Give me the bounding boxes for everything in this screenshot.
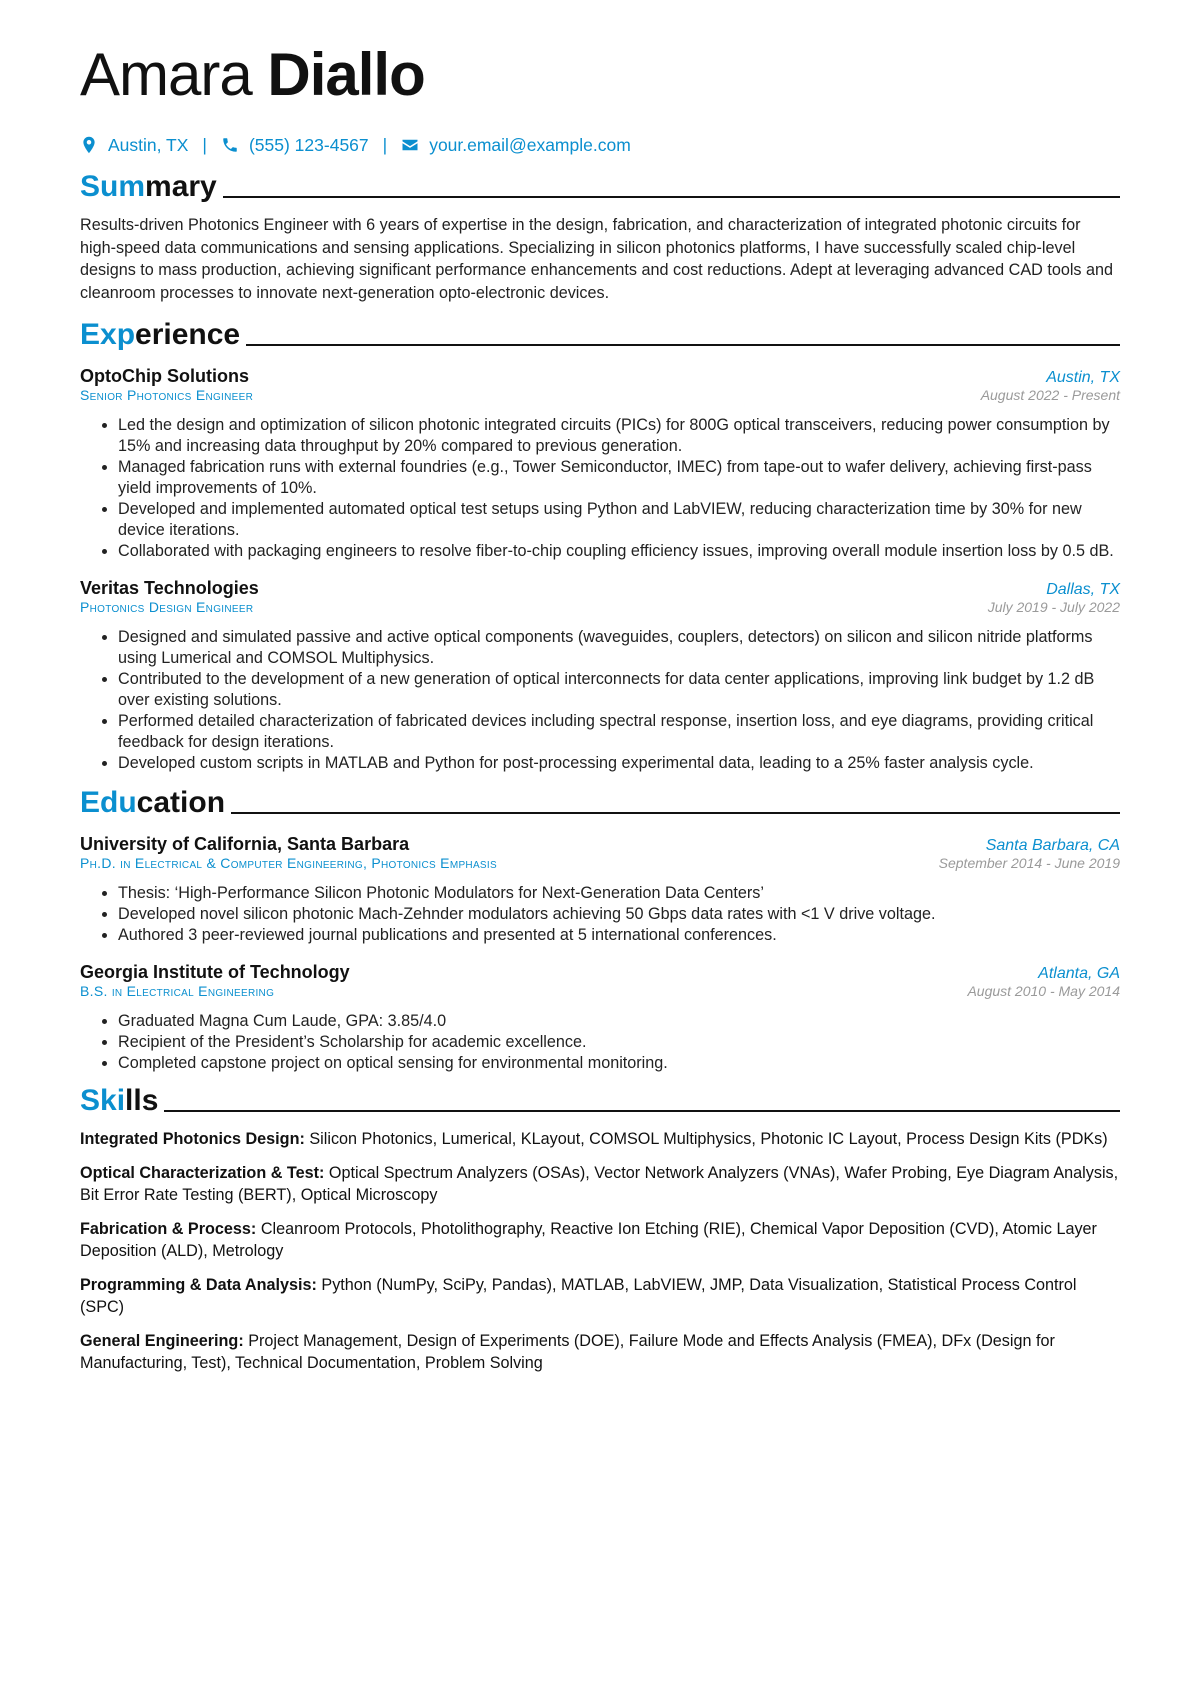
bullet-item: • Recipient of the President’s Scholarship for academic excellence. bbox=[118, 1032, 1120, 1053]
bullet-list bbox=[80, 415, 1120, 562]
entry-header bbox=[80, 962, 1120, 983]
skill-category: General Engineering: bbox=[80, 1331, 244, 1350]
section-divider bbox=[231, 812, 1120, 814]
section-title-rest: erience bbox=[135, 318, 241, 351]
resume-page bbox=[80, 40, 1120, 1386]
skills-list bbox=[80, 1128, 1120, 1375]
summary-paragraph: Results-driven Photonics Engineer with 6 years of expertise in the design, fabrication, and characterization of integrated photonic circuits for high-speed data communications and sensing applications. Specializing in silicon photonics platforms, I have successfully scaled chip-level designs to mass production, achieving significant performance enhancements and cost reductions. Adept at leveraging advanced CAD tools and cleanroom processes to innovate next-generation opto-electronic devices. bbox=[80, 216, 1114, 302]
section-heading-skills bbox=[80, 1082, 1120, 1118]
skill-items: Project Management, Design of Experiments (DOE), Failure Mode and Effects Analysis (FMEA), DFx (Design for Manufacturing, Test), Technical Documentation, Problem Solving bbox=[80, 1331, 1055, 1372]
entry-location: Dallas, TX bbox=[1046, 581, 1120, 598]
section-title-rest: lls bbox=[125, 1084, 159, 1117]
bullet-item: • Contributed to the development of a new generation of optical interconnects for data center applications, improving link budget by 1.2 dB over existing solutions. bbox=[118, 669, 1120, 711]
entry-header bbox=[80, 578, 1120, 599]
bullet-item: • Performed detailed characterization of fabricated devices including spectral response, insertion loss, and eye diagrams, providing critical feedback for design iterations. bbox=[118, 711, 1120, 753]
section-title bbox=[80, 170, 217, 204]
job-title: Photonics Design Engineer bbox=[80, 599, 254, 615]
skill-items: Cleanroom Protocols, Photolithography, Reactive Ion Etching (RIE), Chemical Vapor Deposition (CVD), Atomic Layer Deposition (ALD), Metrology bbox=[80, 1219, 1097, 1260]
entry-subheader bbox=[80, 983, 1120, 999]
contact-phone[interactable] bbox=[221, 135, 369, 156]
section-title-accent: Edu bbox=[80, 786, 137, 819]
education-entry bbox=[80, 834, 1120, 946]
education-entry bbox=[80, 962, 1120, 1074]
map-pin-icon bbox=[80, 136, 98, 154]
skill-items: Python (NumPy, SciPy, Pandas), MATLAB, LabVIEW, JMP, Data Visualization, Statistical Process Control (SPC) bbox=[80, 1275, 1077, 1316]
institution-name: Georgia Institute of Technology bbox=[80, 962, 350, 982]
entry-location: Santa Barbara, CA bbox=[985, 837, 1120, 854]
degree-title: Ph.D. in Electrical & Computer Engineering, Photonics Emphasis bbox=[80, 855, 497, 871]
section-heading-education bbox=[80, 784, 1120, 820]
entry-location: Atlanta, GA bbox=[1038, 965, 1120, 982]
bullet-item: • Led the design and optimization of silicon photonic integrated circuits (PICs) for 800G optical transceivers, reducing power consumption by 15% and increasing data throughput by 20% compared to previous generation. bbox=[118, 415, 1120, 457]
skill-group bbox=[80, 1128, 1120, 1151]
skill-group bbox=[80, 1162, 1120, 1207]
section-divider bbox=[246, 344, 1120, 346]
section-title-accent: Sum bbox=[80, 170, 146, 203]
experience-entry bbox=[80, 578, 1120, 774]
last-name: Diallo bbox=[267, 41, 425, 108]
location-text: Austin, TX bbox=[108, 134, 189, 155]
email-link[interactable]: your.email@example.com bbox=[429, 134, 631, 155]
section-title-rest: cation bbox=[136, 786, 226, 819]
degree-title: B.S. in Electrical Engineering bbox=[80, 983, 275, 999]
section-heading-experience bbox=[80, 316, 1120, 352]
skill-category: Fabrication & Process: bbox=[80, 1219, 257, 1238]
entry-subheader bbox=[80, 387, 1120, 403]
section-title bbox=[80, 786, 225, 820]
section-title-rest: mary bbox=[145, 170, 217, 203]
bullet-item: • Thesis: ‘High-Performance Silicon Photonic Modulators for Next-Generation Data Centers’ bbox=[118, 883, 1120, 904]
entry-dates: July 2019 - July 2022 bbox=[987, 599, 1120, 615]
section-heading-summary bbox=[80, 168, 1120, 204]
bullet-item: • Authored 3 peer-reviewed journal publications and presented at 5 international conferences. bbox=[118, 925, 1120, 946]
bullet-list bbox=[80, 1011, 1120, 1074]
phone-icon bbox=[221, 136, 239, 154]
section-title-accent: Exp bbox=[80, 318, 136, 351]
institution-name: University of California, Santa Barbara bbox=[80, 834, 410, 854]
bullet-item: • Graduated Magna Cum Laude, GPA: 3.85/4.0 bbox=[118, 1011, 1120, 1032]
contact-location bbox=[80, 135, 188, 156]
contact-bar bbox=[80, 130, 1120, 160]
section-divider bbox=[164, 1110, 1120, 1112]
contact-separator: | bbox=[382, 134, 388, 155]
contact-separator: | bbox=[202, 134, 207, 155]
section-title bbox=[80, 318, 240, 352]
phone-text[interactable]: (555) 123-4567 bbox=[248, 134, 369, 155]
skill-items: Silicon Photonics, Lumerical, KLayout, COMSOL Multiphysics, Photonic IC Layout, Process Design Kits (PDKs) bbox=[309, 1130, 1108, 1148]
skill-category: Optical Characterization & Test: bbox=[80, 1163, 325, 1182]
entry-subheader bbox=[80, 855, 1120, 871]
entry-header bbox=[80, 834, 1120, 855]
employer-name: Veritas Technologies bbox=[80, 578, 259, 598]
entry-header bbox=[80, 366, 1120, 387]
skill-items: Optical Spectrum Analyzers (OSAs), Vector Network Analyzers (VNAs), Wafer Probing, Eye Diagram Analysis, Bit Error Rate Testing (BERT), Optical Microscopy bbox=[80, 1163, 1119, 1204]
skill-category: Integrated Photonics Design: bbox=[80, 1130, 305, 1148]
section-title bbox=[80, 1084, 158, 1118]
job-title: Senior Photonics Engineer bbox=[80, 387, 254, 403]
envelope-icon bbox=[401, 136, 419, 154]
bullet-item: • Developed novel silicon photonic Mach-Zehnder modulators achieving 50 Gbps data rates with <1 V drive voltage. bbox=[118, 904, 1120, 925]
section-divider bbox=[223, 196, 1120, 198]
entry-dates: August 2022 - Present bbox=[980, 387, 1120, 403]
section-title-accent: Ski bbox=[80, 1084, 126, 1117]
entry-location: Austin, TX bbox=[1046, 369, 1120, 386]
entry-dates: August 2010 - May 2014 bbox=[967, 983, 1120, 999]
bullet-item: • Developed custom scripts in MATLAB and Python for post-processing experimental data, leading to a 25% faster analysis cycle. bbox=[118, 753, 1120, 774]
bullet-item: • Designed and simulated passive and active optical components (waveguides, couplers, detectors) on silicon and silicon nitride platforms using Lumerical and COMSOL Multiphysics. bbox=[118, 627, 1120, 669]
bullet-list bbox=[80, 883, 1120, 946]
experience-entry bbox=[80, 366, 1120, 562]
skill-group bbox=[80, 1274, 1120, 1319]
skill-category: Programming & Data Analysis: bbox=[80, 1275, 317, 1294]
skill-group bbox=[80, 1218, 1120, 1263]
bullet-item: • Managed fabrication runs with external foundries (e.g., Tower Semiconductor, IMEC) from tape-out to wafer delivery, achieving first-pass yield improvements of 10%. bbox=[118, 457, 1120, 499]
first-name: Amara bbox=[80, 41, 252, 108]
entry-dates: September 2014 - June 2019 bbox=[938, 855, 1120, 871]
employer-name: OptoChip Solutions bbox=[80, 366, 249, 386]
skill-group bbox=[80, 1330, 1120, 1375]
bullet-item: • Collaborated with packaging engineers to resolve fiber-to-chip coupling efficiency issues, improving overall module insertion loss by 0.5 dB. bbox=[118, 541, 1120, 562]
bullet-list bbox=[80, 627, 1120, 774]
bullet-item: • Developed and implemented automated optical test setups using Python and LabVIEW, reducing characterization time by 30% for new device iterations. bbox=[118, 499, 1120, 541]
candidate-name bbox=[80, 40, 1120, 110]
bullet-item: • Completed capstone project on optical sensing for environmental monitoring. bbox=[118, 1053, 1120, 1074]
contact-email[interactable] bbox=[401, 135, 631, 156]
entry-subheader bbox=[80, 599, 1120, 615]
